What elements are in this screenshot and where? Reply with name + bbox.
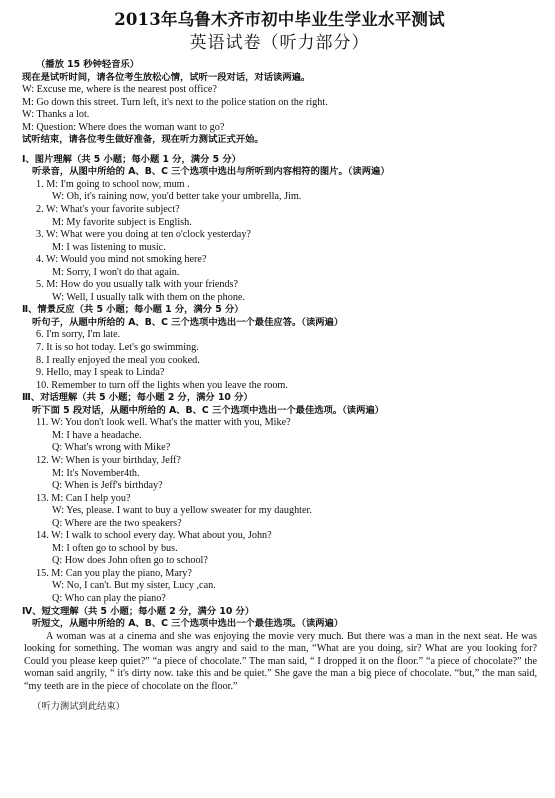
question-line: Q: When is Jeff's birthday? (52, 480, 163, 492)
music-note: （播放 15 秒钟轻音乐） (36, 59, 140, 70)
intro-line: M: Question: Where does the woman want to go? (22, 121, 225, 133)
sentence-line: 6. I'm sorry, I'm late. (36, 329, 121, 341)
dialogue-line: 11. W: You don't look well. What's the matter with you, Mike? (36, 417, 291, 429)
intro-block (22, 59, 537, 147)
section-instruction: 听句子，从题中所给的 A、B、C 三个选项中选出一个最佳应答。（读两遍） (32, 316, 344, 328)
dialogue-line: 15. M: Can you play the piano, Mary? (36, 567, 192, 579)
section-heading: Ⅱ、情景反应（共 5 小题；每小题 1 分，满分 5 分） (22, 304, 244, 316)
sentence-line: 8. I really enjoyed the meal you cooked. (36, 354, 200, 366)
section-heading: Ⅲ、对话理解（共 5 小题；每小题 2 分，满分 10 分） (22, 392, 253, 404)
dialogue-line: W: No, I can't. But my sister, Lucy ,can. (52, 580, 216, 592)
dialogue-line: M: Sorry, I won't do that again. (52, 266, 180, 278)
question-line: Q: How does John often go to school? (52, 555, 208, 567)
dialogue-line: M: I was listening to music. (52, 241, 166, 253)
section-instruction: 听下面 5 段对话，从题中所给的 A、B、C 三个选项中选出一个最佳选项。（读两遍） (32, 404, 384, 416)
intro-line: W: Thanks a lot. (22, 109, 90, 121)
dialogue-line: 3. W: What were you doing at ten o'clock yesterday? (36, 229, 251, 241)
dialogue-line: W: Well, I usually talk with them on the phone. (52, 291, 245, 303)
intro-line: W: Excuse me, where is the nearest post office? (22, 84, 217, 96)
dialogue-line: 5. M: How do you usually talk with your friends? (36, 279, 239, 291)
exam-title: 2013年乌鲁木齐市初中毕业生学业水平测试 (114, 10, 445, 29)
dialogue-line: M: My favorite subject is English. (52, 216, 192, 228)
dialogue-line: W: Oh, it's raining now, you'd better take your umbrella, Jim. (52, 191, 302, 203)
dialogue-line: 1. M: I'm going to school now, mum . (36, 178, 190, 190)
question-line: Q: What's wrong with Mike? (52, 442, 171, 454)
section-heading: Ⅳ、短文理解（共 5 小题；每小题 2 分，满分 10 分） (22, 605, 255, 617)
sentence-line: 10. Remember to turn off the lights when you leave the room. (36, 379, 288, 391)
dialogue-line: M: It's November4th. (52, 467, 140, 479)
sentence-line: 7. It is so hot today. Let's go swimming. (36, 342, 199, 354)
dialogue-line: M: I often go to school by bus. (52, 542, 178, 554)
dialogue-line: W: Yes, please. I want to buy a yellow sweater for my daughter. (52, 505, 312, 517)
section-heading: Ⅰ、图片理解（共 5 小题；每小题 1 分，满分 5 分） (22, 153, 241, 165)
question-line: Q: Where are the two speakers? (52, 517, 182, 529)
intro-end: 试听结束，请各位考生做好准备，现在听力测试正式开始。 (22, 134, 264, 146)
section-3 (22, 392, 537, 605)
section-instruction: 听短文，从题中所给的 A、B、C 三个选项中选出一个最佳选项。（读两遍） (32, 618, 344, 630)
section-1 (22, 154, 537, 305)
section-4 (22, 606, 537, 694)
dialogue-line: 12. W: When is your birthday, Jeff? (36, 454, 181, 466)
dialogue-line: 13. M: Can I help you? (36, 492, 131, 504)
dialogue-line: 2. W: What's your favorite subject? (36, 204, 180, 216)
exam-subtitle: 英语试卷（听力部分） (189, 33, 370, 53)
section-2 (22, 304, 537, 392)
dialogue-line: 4. W: Would you mind not smoking here? (36, 254, 207, 266)
dialogue-line: 14. W: I walk to school every day. What about you, John? (36, 530, 272, 542)
intro-line: M: Go down this street. Turn left, it's next to the police station on the right. (22, 96, 328, 108)
dialogue-line: M: I have a headache. (52, 429, 142, 441)
question-line: Q: Who can play the piano? (52, 592, 166, 604)
sentence-line: 9. Hello, may I speak to Linda? (36, 367, 165, 379)
passage-text: A woman was at a cinema and she was enjoying the movie very much. But there was a man in the next seat. He was looking for something. The woman was angry and said to the man, “What are you doing, sir? What are you looking for? Could you please keep quiet?” “a piece of chocolate.” The man said, “ I dropped it on the floor.” “a piece of chocolate?” the woman said angrily, “ it's dirty now. take this and be quiet.” She gave the man a big piece of chocolate. “but,” the man said, “my teeth are in the piece of chocolate on the floor.” (24, 630, 537, 692)
exam-footer: （听力测试到此结束） (32, 700, 125, 712)
section-instruction: 听录音，从图中所给的 A、B、C 三个选项中选出与所听到内容相符的图片。（读两遍） (32, 166, 390, 178)
intro-instruction: 现在是试听时间，请各位考生放松心情，试听一段对话，对话读两遍。 (22, 71, 311, 83)
